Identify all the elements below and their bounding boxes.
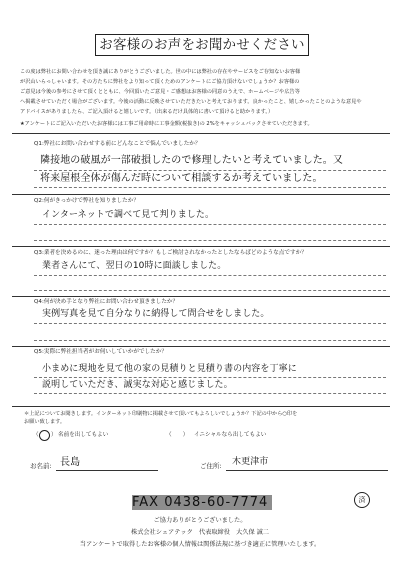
question-1-label: Q1:弊社にお問い合わせする前にどんなことで悩んでいましたか？: [34, 141, 201, 147]
option-initial-paren: （ ）: [166, 432, 189, 438]
answer-line: [34, 187, 386, 188]
address-field[interactable]: 木更津市: [232, 457, 269, 467]
address-field-line: [226, 470, 388, 471]
question-1-answer[interactable]: 将来屋根全体が傷んだ時について相談するか考えていました。: [40, 173, 323, 184]
page-title: お客様のお声をお聞かせください: [95, 34, 309, 56]
intro-line: ご意見は今後の参考にさせて頂くとともに、今回頂いたご意見・ご感想はお客様の同意のうえで、ホームページや広告等: [20, 89, 300, 95]
answer-line: [34, 240, 386, 241]
question-4-answer[interactable]: 実例写真を見て自分なりに納得して問合せをしました。: [42, 309, 270, 319]
stamp: 済: [354, 492, 370, 508]
answer-line: [34, 323, 386, 324]
answer-line: [34, 224, 386, 225]
option-initial-label: イニシャルなら出してもよい: [194, 432, 267, 438]
name-field[interactable]: 長島: [60, 457, 81, 468]
address-label: ご住所:: [200, 462, 222, 470]
name-label: お名前:: [30, 462, 52, 470]
answer-line: [34, 275, 386, 276]
answer-line: [34, 170, 386, 171]
divider: [12, 406, 390, 407]
question-5-answer[interactable]: 説明していただき、誠実な対応と感じました。: [42, 380, 233, 390]
consent-question: ＊上記についてお聞きします。インターネット印刷物に掲載させて頂いてもよろしいでしょうか？下記の中から○印を: [24, 411, 298, 417]
intro-line: へ掲載させていただく場合がございます。今後の活動に反映させていただきたいと考えております。良かったこと、嬉しかったことのような意見や: [20, 99, 362, 105]
option-name-label: 名前を出してもよい: [58, 432, 109, 438]
answer-line: [34, 393, 386, 394]
answer-line: [34, 377, 386, 378]
answer-line: [34, 290, 386, 291]
name-field-line: [56, 470, 158, 471]
company-text: 株式会社シェアテック 代表取締役 大久保 誠二: [131, 529, 269, 536]
fax-number: FAX 0438-60-7774: [132, 495, 269, 510]
privacy-text: 当アンケートで取得したお客様の個人情報は関係法規に基づき適正に管理いたします。: [79, 541, 321, 548]
answer-line: [34, 340, 386, 341]
consent-question: お願い致します。: [24, 419, 66, 425]
thanks-text: ご協力ありがとうございました。: [153, 517, 247, 524]
question-1-answer[interactable]: 隣接地の破風が一部破損したので修理したいと考えていました。又: [40, 155, 343, 166]
divider: [12, 133, 390, 134]
intro-line: が沢山いらっしゃいます。その方たちに弊社をより知って頂くためのアンケートにご協力頂けないでしょうか？お客様の: [20, 79, 300, 85]
option-name-selected-mark[interactable]: [39, 430, 50, 441]
divider: [12, 346, 390, 347]
cashback-note: ★アンケートにご記入いただいたお客様には工事ご用命時に工事金額(税抜き)の 2%をキャッシュバックさせていただきます。: [20, 121, 313, 127]
option-name-paren: ）: [51, 432, 57, 438]
divider: [12, 296, 390, 297]
divider: [12, 194, 390, 195]
option-name-paren: （: [33, 432, 39, 438]
question-3-answer[interactable]: 業者さんにて、翌日の10時に面談しました。: [42, 261, 227, 271]
question-2-label: Q2:何がきっかけで弊社を知りましたか？: [34, 198, 139, 204]
intro-line: アドバイスがありましたら、ご記入頂けると嬉しいです。（出来るだけ具体的に書いて頂けると助かります。）: [20, 109, 274, 115]
question-4-label: Q4:何が決め手となり弊社にお問い合わせ頂きましたか？: [34, 299, 179, 305]
intro-line: この度は弊社にお問い合わせを頂き誠にありがとうございました。世の中には弊社の存在やサービスをご存知ないお客様: [20, 69, 301, 75]
question-3-label: Q3:業者を決めるのに、迷った理由は何ですか？もしご検討されなかったとしたならばどのような点ですか？: [34, 250, 307, 256]
question-5-label: Q5:実際に弊社担当者がお伺いしていかがでしたか？: [34, 349, 167, 355]
divider: [12, 246, 390, 247]
question-5-answer[interactable]: 小まめに現地を見て他の家の見積りと見積り書の内容を丁寧に: [42, 364, 297, 374]
question-2-answer[interactable]: インターネットで調べて見て判りました。: [42, 210, 215, 220]
